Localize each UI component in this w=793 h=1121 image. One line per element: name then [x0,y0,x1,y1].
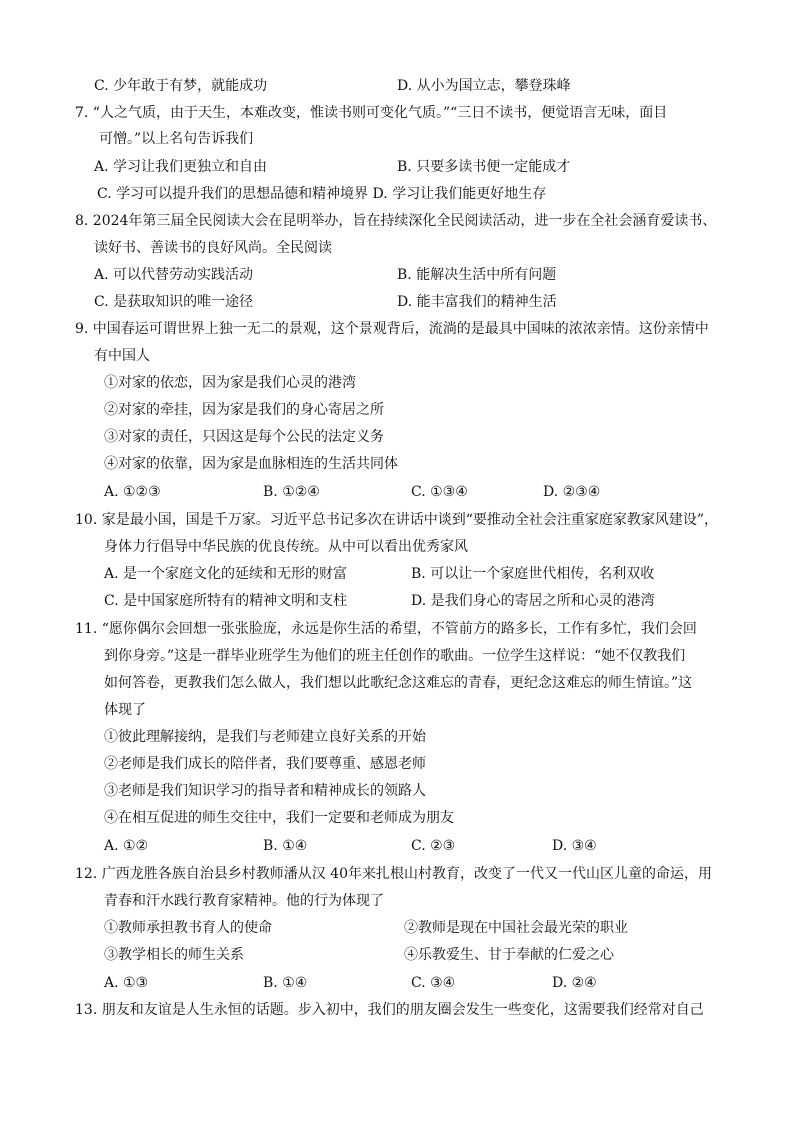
q10-option-b: B. 可以让一个家庭世代相传，名利双收 [411,566,655,582]
q9-option-b: B. ①②④ [263,484,320,500]
q9-stem-line1: 9. 中国春运可谓世界上独一无二的景观，这个景观背后，流淌的是最具中国味的浓浓亲情。这份亲情中 [75,321,709,337]
q10-option-a: A. 是一个家庭文化的延续和无形的财富 [104,566,348,582]
q10-option-d: D. 是我们身心的寄居之所和心灵的港湾 [411,593,655,609]
q12-statement-4: ④乐教爱生、甘于奉献的仁爱之心 [404,947,614,963]
q12-option-b: B. ①④ [263,975,308,991]
q9-statement-2: ②对家的牵挂，因为家是我们的身心寄居之所 [104,402,384,418]
q11-statement-3: ③老师是我们知识学习的指导者和精神成长的领路人 [104,783,426,799]
q11-stem-line2: 到你身旁。”这是一群毕业班学生为他们的班主任创作的歌曲。一位学生这样说：“她不仅教我们 [104,648,686,664]
q11-option-a: A. ①② [104,838,149,854]
q13-stem-line1: 13. 朋友和友谊是人生永恒的话题。步入初中，我们的朋友圈会发生一些变化，这需要我们经常对自己 [75,1002,704,1018]
q11-stem-line1: 11. “愿你偶尔会回想一张张脸庞，永远是你生活的希望，不管前方的路多长，工作有多忙，我们会回 [75,621,697,637]
q11-option-c: C. ②③ [411,838,456,854]
q7-option-cd: C. 学习可以提升我们的思想品德和精神境界 D. 学习让我们能更好地生存 [97,186,547,202]
q9-option-a: A. ①②③ [104,484,161,500]
q9-statement-1: ①对家的依恋，因为家是我们心灵的港湾 [104,375,356,391]
q8-option-c: C. 是获取知识的唯一途径 [94,294,254,310]
q7-option-a: A. 学习让我们更独立和自由 [94,159,268,175]
q6-option-d: D. 从小为国立志，攀登珠峰 [397,78,571,94]
q8-stem-line2: 读好书、善读书的良好风尚。全民阅读 [94,240,332,256]
q8-option-b: B. 能解决生活中所有问题 [397,267,557,283]
q12-stem-line2: 青春和汗水践行教育家精神。他的行为体现了 [104,893,384,909]
q9-statement-4: ④对家的依靠，因为家是血脉相连的生活共同体 [104,456,398,472]
q10-stem-line2: 身体力行倡导中华民族的优良传统。从中可以看出优秀家风 [104,539,468,555]
q12-statement-3: ③教学相长的师生关系 [104,947,244,963]
q12-option-a: A. ①③ [104,975,149,991]
q11-statement-1: ①彼此理解接纳，是我们与老师建立良好关系的开始 [104,729,426,745]
q11-option-d: D. ③④ [552,838,597,854]
q12-option-d: D. ②④ [552,975,597,991]
q9-option-d: D. ②③④ [543,484,601,500]
q9-stem-line2: 有中国人 [94,348,150,364]
q6-option-c: C. 少年敢于有梦，就能成功 [94,78,268,94]
q7-stem-line2: 可憎。”以上名句告诉我们 [99,131,254,147]
q8-option-a: A. 可以代替劳动实践活动 [94,267,254,283]
q11-stem-line3: 如何答卷，更教我们怎么做人，我们想以此歌纪念这难忘的青春，更纪念这难忘的师生情谊。”这 [104,675,693,691]
q10-stem-line1: 10. 家是最小国，国是千万家。习近平总书记多次在讲话中谈到“要推动全社会注重家庭家教家风建设”， [75,512,719,528]
q9-option-c: C. ①③④ [411,484,468,500]
q11-stem-line4: 体现了 [104,702,146,718]
q12-statement-1: ①教师承担教书育人的使命 [104,920,272,936]
q11-statement-4: ④在相互促进的师生交往中，我们一定要和老师成为朋友 [104,810,454,826]
q11-option-b: B. ①④ [263,838,308,854]
q7-stem-line1: 7. “人之气质，由于天生，本难改变，惟读书则可变化气质。”“三日不读书，便觉语言无味，面目 [75,105,668,121]
q11-statement-2: ②老师是我们成长的陪伴者，我们要尊重、感恩老师 [104,756,426,772]
q10-option-c: C. 是中国家庭所特有的精神文明和支柱 [104,593,348,609]
q7-option-b: B. 只要多读书便一定能成才 [397,159,571,175]
q8-option-d: D. 能丰富我们的精神生活 [397,294,557,310]
q9-statement-3: ③对家的责任，只因这是每个公民的法定义务 [104,429,384,445]
q12-statement-2: ②教师是现在中国社会最光荣的职业 [404,920,628,936]
q12-stem-line1: 12. 广西龙胜各族自治县乡村教师潘从汉 40年来扎根山村教育，改变了一代又一代山区儿童的命运，用 [75,866,712,882]
q8-stem-line1: 8. 2024年第三届全民阅读大会在昆明举办，旨在持续深化全民阅读活动，进一步在全社会涵育爱读书、 [75,213,717,229]
q12-option-c: C. ③④ [411,975,456,991]
